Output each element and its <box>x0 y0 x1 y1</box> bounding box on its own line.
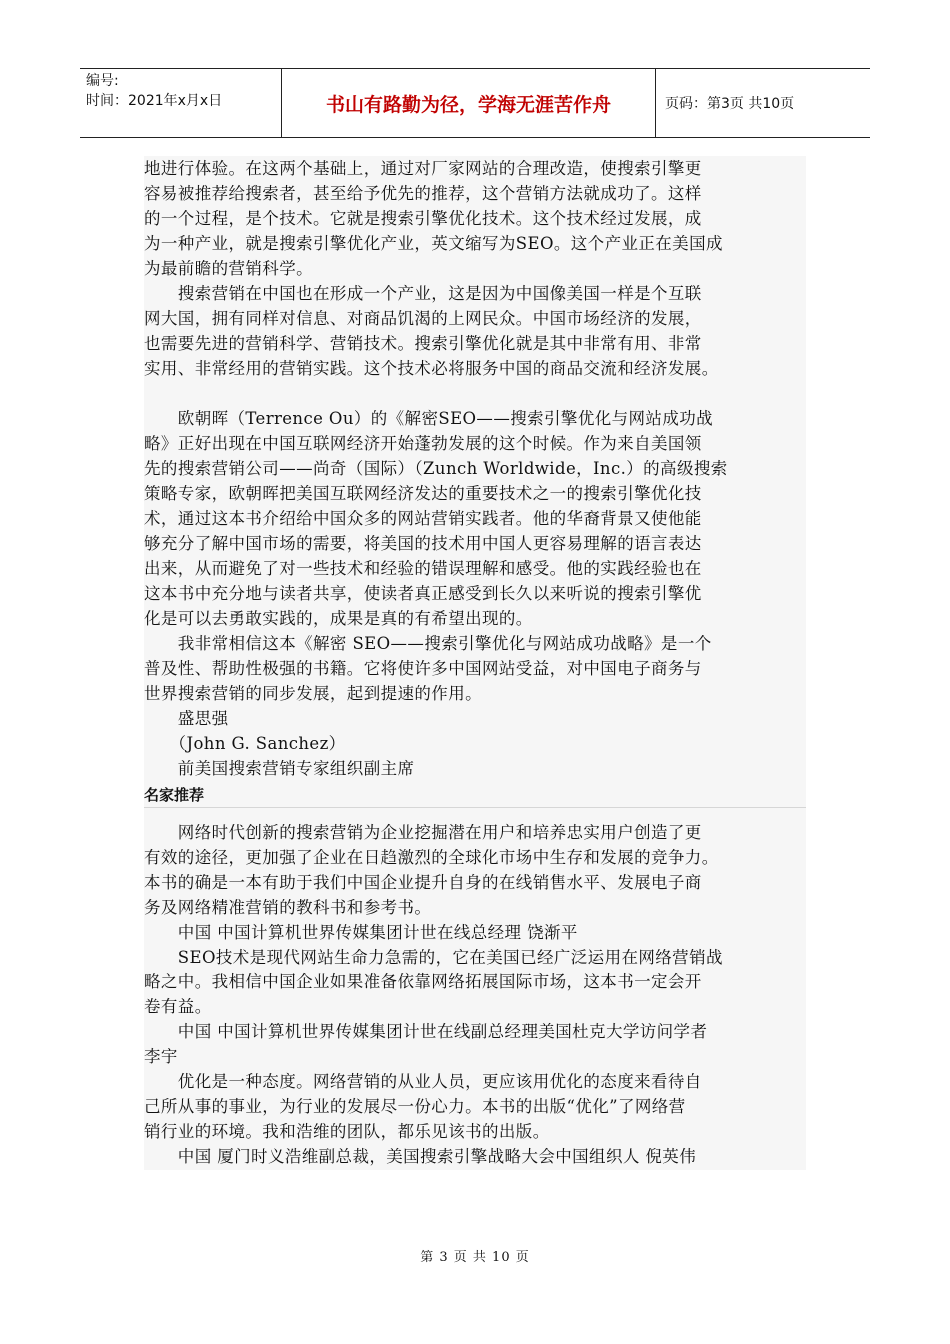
text-line: 策略专家，欧朝晖把美国互联网经济发达的重要技术之一的搜索引擎优化技 <box>144 484 702 503</box>
text-line: 略》正好出现在中国互联网经济开始蓬勃发展的这个时候。作为来自美国领 <box>144 434 702 453</box>
text-line: 术，通过这本书介绍给中国众多的网站营销实践者。他的华裔背景又使他能 <box>144 509 702 528</box>
section-heading: 名家推荐 <box>144 786 205 804</box>
text-line: 中国 中国计算机世界传媒集团计世在线总经理 饶渐平 <box>144 922 578 942</box>
date-label: 时间：2021年x月x日 <box>86 93 223 109</box>
text-line: 中国 中国计算机世界传媒集团计世在线副总经理美国杜克大学访问学者 <box>144 1022 708 1042</box>
section-divider <box>144 807 806 808</box>
text-line: 化是可以去勇敢实践的，成果是真的有希望出现的。 <box>144 609 533 628</box>
text-line: 本书的确是一本有助于我们中国企业提升自身的在线销售水平、发展电子商 <box>144 872 702 892</box>
text-line: 己所从事的事业，为行业的发展尽一份心力。本书的出版“优化”了网络营 <box>144 1096 686 1116</box>
text-line: 有效的途径，更加强了企业在日趋激烈的全球化市场中生存和发展的竞争力。 <box>144 847 719 867</box>
text-line: 我非常相信这本《解密 SEO——搜索引擎优化与网站成功战略》是一个 <box>144 634 712 653</box>
text-line: 容易被推荐给搜索者，甚至给予优先的推荐，这个营销方法就成功了。这样 <box>144 184 702 203</box>
text-line: （John G. Sanchez） <box>144 734 346 753</box>
text-line: 盛思强 <box>144 709 229 728</box>
text-line: 网大国，拥有同样对信息、对商品饥渴的上网民众。中国市场经济的发展， <box>144 309 702 328</box>
number-label: 编号: <box>86 73 119 89</box>
text-line: 实用、非常经用的营销实践。这个技术必将服务中国的商品交流和经济发展。 <box>144 359 719 378</box>
text-line: 够充分了解中国市场的需要，将美国的技术用中国人更容易理解的语言表达 <box>144 534 702 553</box>
page-header <box>80 68 870 138</box>
header-page-label: 页码：第3页 共10页 <box>665 96 795 112</box>
text-line: 欧朝晖（Terrence Ou）的《解密SEO——搜索引擎优化与网站成功战 <box>144 409 714 428</box>
text-line: 搜索营销在中国也在形成一个产业，这是因为中国像美国一样是个互联 <box>144 284 702 303</box>
page-footer: 第 3 页 共 10 页 <box>420 1250 530 1265</box>
text-line: 地进行体验。在这两个基础上，通过对厂家网站的合理改造，使搜索引擎更 <box>144 159 702 178</box>
text-line: 中国 厦门时义浩维副总裁，美国搜索引擎战略大会中国组织人 倪英伟 <box>144 1146 697 1166</box>
text-line: 这本书中充分地与读者共享，使读者真正感受到长久以来听说的搜索引擎优 <box>144 584 702 603</box>
text-line: 为一种产业，就是搜索引擎优化产业，英文缩写为SEO。这个产业正在美国成 <box>144 234 723 253</box>
text-line: 网络时代创新的搜索营销为企业挖掘潜在用户和培养忠实用户创造了更 <box>144 823 702 842</box>
text-line: 先的搜索营销公司——尚奇（国际）（Zunch Worldwide，Inc.）的高级搜索 <box>144 459 728 478</box>
text-line: 也需要先进的营销科学、营销技术。搜索引擎优化就是其中非常有用、非常 <box>144 334 702 353</box>
document-body <box>144 156 806 1170</box>
text-line: 出来，从而避免了对一些技术和经验的错误理解和感受。他的实践经验也在 <box>144 559 702 578</box>
text-line: 李宇 <box>144 1047 178 1067</box>
text-line: 前美国搜索营销专家组织副主席 <box>144 759 415 778</box>
text-line: 务及网络精准营销的教科书和参考书。 <box>144 897 432 917</box>
text-line: 销行业的环境。我和浩维的团队，都乐见该书的出版。 <box>144 1121 550 1141</box>
text-line: 略之中。我相信中国企业如果准备依靠网络拓展国际市场，这本书一定会开 <box>144 972 702 992</box>
header-meta <box>80 69 282 137</box>
text-line: 普及性、帮助性极强的书籍。它将使许多中国网站受益，对中国电子商务与 <box>144 659 702 678</box>
text-line: 优化是一种态度。网络营销的从业人员，更应该用优化的态度来看待自 <box>144 1072 702 1091</box>
text-line: 卷有益。 <box>144 997 212 1017</box>
text-line: 世界搜索营销的同步发展，起到提速的作用。 <box>144 684 482 703</box>
text-line: SEO技术是现代网站生命力急需的，它在美国已经广泛运用在网络营销战 <box>144 947 723 967</box>
text-line: 的一个过程，是个技术。它就是搜索引擎优化技术。这个技术经过发展，成 <box>144 209 702 228</box>
text-line: 为最前瞻的营销科学。 <box>144 259 313 278</box>
header-motto: 书山有路勤为径，学海无涯苦作舟 <box>282 69 656 137</box>
